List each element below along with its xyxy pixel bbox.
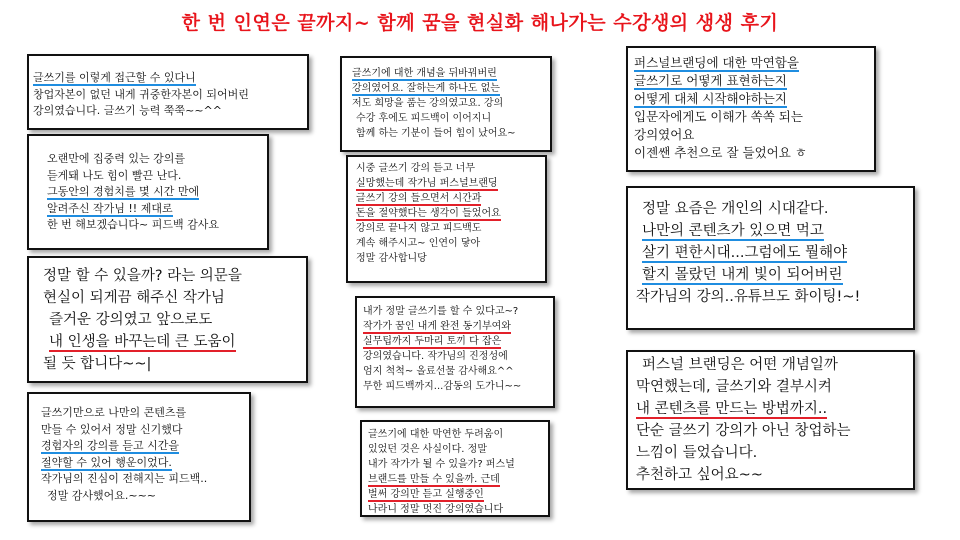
review-line: 강의였어요. 잘하는게 하나도 없는 — [352, 83, 500, 94]
review-line: 내가 정말 글쓰기를 할 수 있다고~? — [363, 306, 519, 317]
review-line: 강의였어요 — [634, 127, 695, 142]
review-line: 정말 감사합니당 — [356, 253, 427, 264]
review-line: 나만의 콘텐츠가 있으면 먹고 — [642, 223, 824, 239]
review-line: 퍼스널 브랜딩은 어떤 개념일까 — [642, 357, 838, 373]
review-line: 할지 몰랐던 내게 빛이 되어버린 — [642, 267, 843, 283]
review-line: 창업자본이 없던 내게 귀중한자본이 되어버린 — [33, 87, 249, 101]
review-card — [355, 296, 555, 408]
review-line: 실무팁까지 두마리 토끼 다 잡은 — [363, 336, 502, 347]
review-card — [340, 56, 552, 152]
review-line: 작가님의 강의..유튜브도 화이팅!~! — [636, 289, 861, 305]
review-line: 수강 후에도 피드백이 이어지니 — [356, 113, 492, 124]
review-line: 돈을 절약했다는 생각이 들었어요 — [356, 208, 501, 219]
review-line: 내가 작가가 될 수 있을가? 퍼스널 — [368, 459, 515, 470]
review-line: 경험자의 강의를 듣고 시간을 — [41, 439, 180, 452]
review-card — [626, 350, 915, 490]
review-line: 글쓰기에 대한 개념을 뒤바꿔버린 — [352, 68, 497, 79]
page-title: 한 번 인연은 끝까지~ 함께 꿈을 현실화 해나가는 수강생의 생생 후기 — [181, 12, 779, 34]
review-card — [626, 46, 876, 172]
review-line: 강의로 끝나지 않고 피드백도 — [356, 223, 482, 234]
review-line: 시중 글쓰기 강의 듣고 너무 — [356, 163, 475, 174]
review-card — [27, 256, 308, 383]
review-line: 현실이 되게끔 해주신 작가님 — [43, 290, 225, 306]
review-line: 나라니 정말 멋진 강의였습니다 — [368, 504, 504, 515]
review-card — [27, 134, 269, 250]
review-line: 함께 하는 기분이 들어 힘이 났어요~ — [356, 128, 516, 139]
review-line: 작가님의 진심이 전해지는 피드백.. — [41, 472, 208, 485]
review-line: 막연했는데, 글쓰기와 결부시켜 — [636, 379, 832, 395]
review-line: 그동안의 경험치를 몇 시간 만에 — [47, 185, 200, 198]
review-line: 강의였습니다. 글쓰기 능력 쭉쭉~~^^ — [33, 104, 222, 117]
review-line: 계속 해주시고~ 인연이 닿아 — [356, 238, 481, 249]
review-line: 무한 피드백까지...감동의 도가니~~ — [363, 381, 522, 392]
review-line: 작가가 꿈인 내게 완전 동기부여와 — [363, 321, 511, 332]
review-line: 있었던 것은 사실이다. 정말 — [368, 444, 487, 455]
review-card — [27, 54, 309, 130]
review-line: 실망했는데 작가님 퍼스널브랜딩 — [356, 178, 498, 189]
review-line: 퍼스널브랜딩에 대한 막연함을 — [634, 55, 799, 70]
review-line: 알려주신 작가님 !! 제대로 — [47, 201, 173, 215]
review-line: 브랜드를 만들 수 있을까. 근데 — [368, 474, 500, 485]
review-line: 단순 글쓰기 강의가 아닌 창업하는 — [636, 423, 851, 439]
review-line: 될 듯 합니다~~| — [43, 356, 152, 372]
review-line: 만들 수 있어서 정말 신기했다 — [41, 422, 183, 436]
review-line: 내 콘텐츠를 만드는 방법까지.. — [636, 401, 828, 417]
review-line: 정말 요즘은 개인의 시대같다. — [642, 201, 829, 217]
review-card — [27, 392, 251, 522]
review-line: 글쓰기에 대한 막연한 두려움이 — [368, 429, 504, 440]
review-line: 어떻게 대체 시작해야하는지 — [634, 91, 787, 106]
review-line: 강의였습니다. 작가님의 진정성에 — [363, 351, 508, 362]
review-line: 즐거운 강의였고 앞으로도 — [49, 312, 213, 328]
review-line: 내 인생을 바꾸는데 큰 도움이 — [49, 334, 236, 350]
review-line: 한 번 해보겠습니다~ 피드백 감사요 — [47, 218, 219, 231]
review-line: 절약할 수 있어 행운이었다. — [41, 455, 172, 469]
review-line: 글쓰기로 어떻게 표현하는지 — [634, 73, 787, 88]
review-card — [360, 420, 550, 517]
review-line: 듣게돼 나도 힘이 빨끈 난다. — [47, 168, 182, 182]
review-line: 추천하고 싶어요~~ — [636, 467, 763, 483]
review-line: 살기 편한시대...그럼에도 뭘해야 — [642, 245, 848, 261]
review-line: 정말 감사했어요.~~~ — [47, 488, 157, 502]
review-line: 글쓰기를 이렇게 접근할 수 있다니 — [33, 71, 196, 84]
review-line: 느낌이 들었습니다. — [636, 445, 758, 461]
review-line: 오랜만에 집중력 있는 강의를 — [47, 152, 186, 165]
review-card — [346, 155, 547, 283]
review-line: 입문자에게도 이해가 쏙쏙 되는 — [634, 109, 803, 124]
review-line: 글쓰기 강의 들으면서 시간과 — [356, 193, 482, 204]
review-line: 저도 희망을 품는 강의였고요. 강의 — [352, 98, 504, 109]
review-line: 이젠쌘 추천으로 잘 들었어요 ㅎ — [634, 145, 807, 160]
review-line: 정말 할 수 있을까? 라는 의문을 — [43, 268, 242, 284]
review-line: 글쓰기만으로 나만의 콘텐츠를 — [41, 406, 187, 419]
review-line: 엄지 척척~ 올료선물 감사해요^^ — [363, 366, 514, 377]
review-card — [626, 186, 915, 330]
review-line: 벌써 강의만 듣고 실행중인 — [368, 489, 484, 500]
